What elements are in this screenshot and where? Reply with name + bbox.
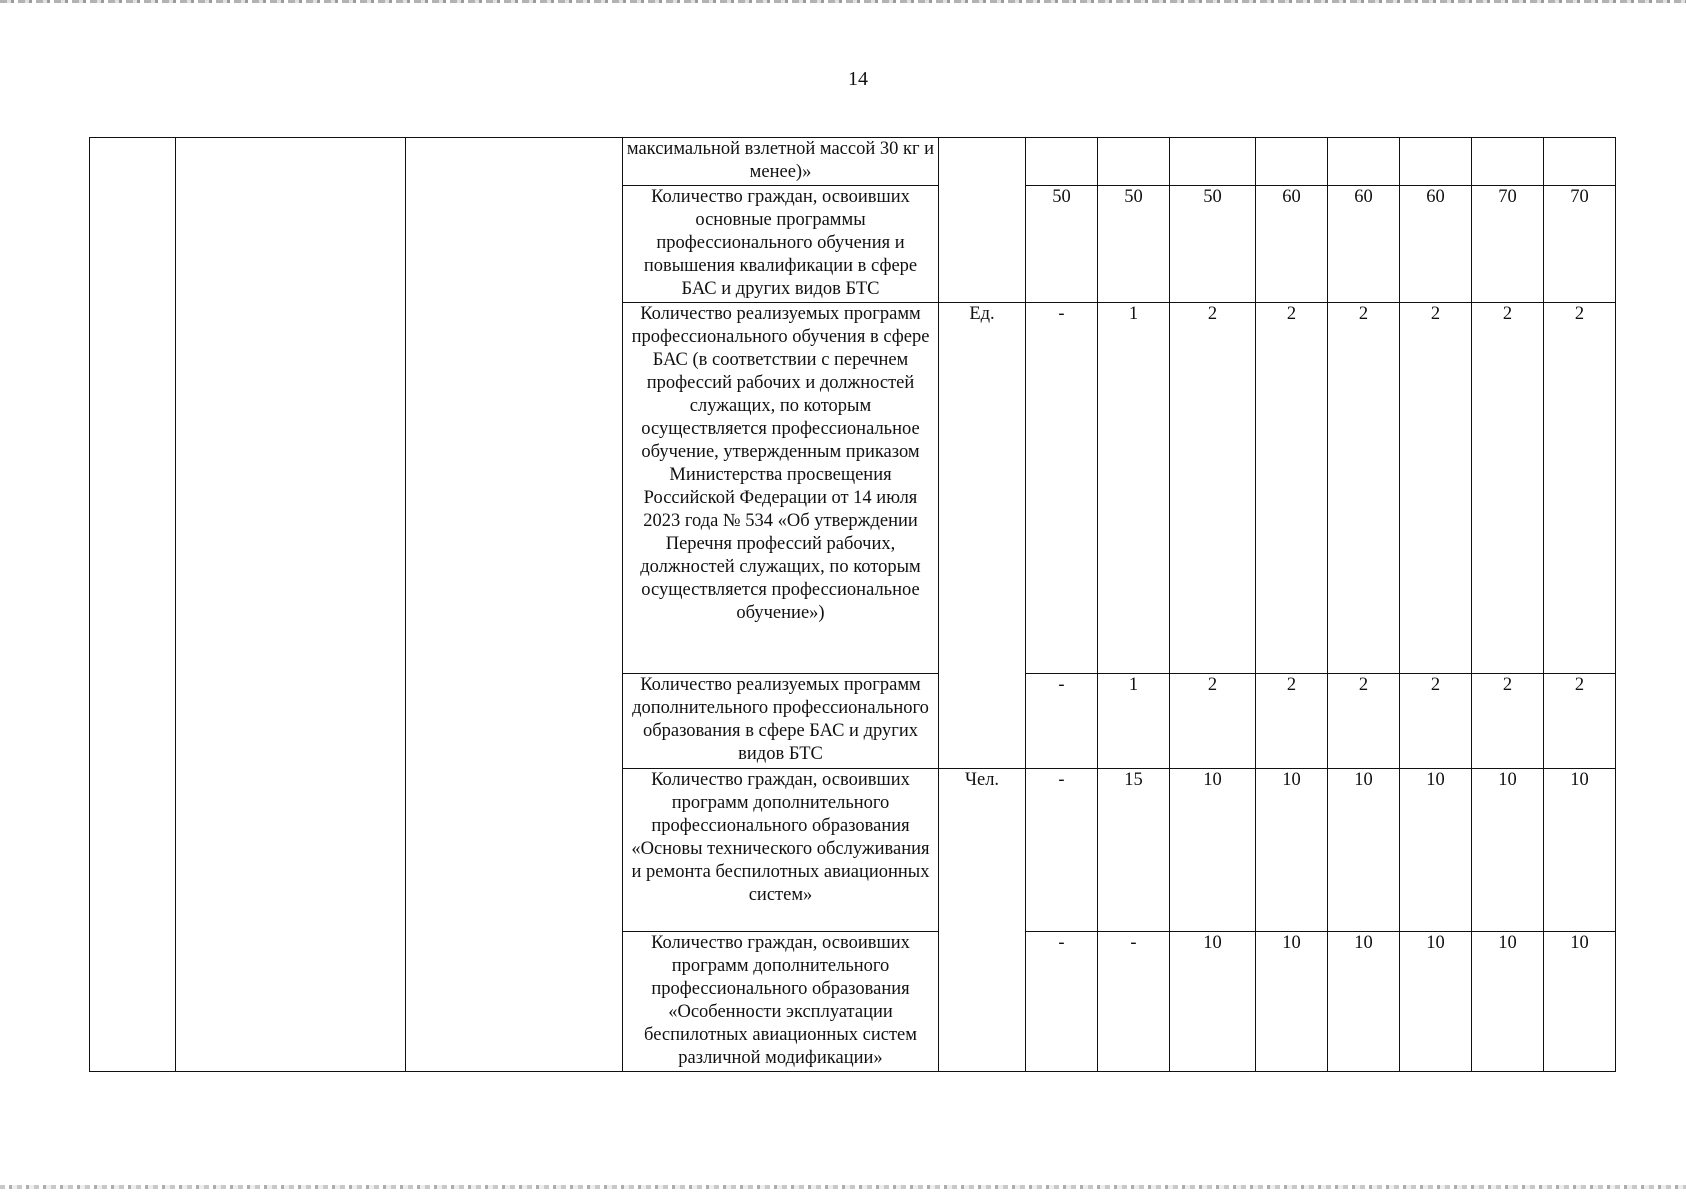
value-cell: -	[1098, 932, 1170, 1072]
value-cell: 10	[1256, 932, 1328, 1072]
value-cell: 2	[1544, 303, 1616, 674]
indicator-table	[89, 137, 1616, 1072]
indicator-cell: Количество граждан, освоивших программ дополнительного профессионального образования «Особенности эксплуатации беспилотных авиационных систем различной модификации»	[623, 932, 939, 1072]
value-cell: -	[1026, 932, 1098, 1072]
value-cell: 10	[1472, 932, 1544, 1072]
value-cell: 10	[1328, 932, 1400, 1072]
scan-edge-bottom	[0, 1185, 1686, 1189]
value-cell: 15	[1098, 769, 1170, 932]
value-cell: 2	[1170, 674, 1256, 769]
value-cell: 2	[1256, 674, 1328, 769]
indicator-cell: Количество граждан, освоивших основные программы профессионального обучения и повышения квалификации в сфере БАС и других видов БТС	[623, 186, 939, 303]
value-cell: 2	[1328, 303, 1400, 674]
value-cell: 2	[1256, 303, 1328, 674]
indicator-cell: Количество реализуемых программ профессионального обучения в сфере БАС (в соответствии с перечнем профессий рабочих и должностей служащих, по которым осуществляется профессиональное обучение, утвержденным приказом Министерства просвещения Российской Федерации от 14 июля 2023 года № 534 «Об утверждении Перечня профессий рабочих, должностей служащих, по которым осуществляется профессиональное обучение»)	[623, 303, 939, 674]
value-cell: 1	[1098, 674, 1170, 769]
value-cell: 2	[1400, 303, 1472, 674]
scan-edge-top	[0, 0, 1686, 3]
indicator-cell: Количество реализуемых программ дополнительного профессионального образования в сфере БАС и других видов БТС	[623, 674, 939, 769]
blank-cell-col2	[176, 138, 406, 1072]
value-cell: 50	[1026, 186, 1098, 303]
value-cell: -	[1026, 303, 1098, 674]
indicator-cell: Количество граждан, освоивших программ дополнительного профессионального образования «Основы технического обслуживания и ремонта беспилотных авиационных систем»	[623, 769, 939, 932]
value-cell: 2	[1472, 674, 1544, 769]
value-cell: 2	[1472, 303, 1544, 674]
value-cell: 60	[1256, 186, 1328, 303]
value-cell: 50	[1098, 186, 1170, 303]
value-cell: 70	[1544, 186, 1616, 303]
value-cell	[1328, 138, 1400, 186]
value-cell: 10	[1544, 932, 1616, 1072]
page-number: 14	[848, 68, 868, 90]
value-cell: 2	[1328, 674, 1400, 769]
value-cell	[1544, 138, 1616, 186]
value-cell	[1098, 138, 1170, 186]
value-cell: -	[1026, 769, 1098, 932]
value-cell: 10	[1400, 932, 1472, 1072]
unit-cell-empty	[939, 138, 1026, 303]
value-cell: 10	[1544, 769, 1616, 932]
value-cell: 70	[1472, 186, 1544, 303]
value-cell	[1026, 138, 1098, 186]
value-cell	[1400, 138, 1472, 186]
value-cell	[1170, 138, 1256, 186]
table-row	[90, 138, 1616, 186]
value-cell: 10	[1472, 769, 1544, 932]
value-cell: 10	[1256, 769, 1328, 932]
value-cell: 2	[1400, 674, 1472, 769]
value-cell: 10	[1170, 769, 1256, 932]
value-cell: 50	[1170, 186, 1256, 303]
value-cell	[1472, 138, 1544, 186]
value-cell: 2	[1544, 674, 1616, 769]
blank-cell-col3	[406, 138, 623, 1072]
value-cell: -	[1026, 674, 1098, 769]
indicator-cell: максимальной взлетной массой 30 кг и менее)»	[623, 138, 939, 186]
value-cell	[1256, 138, 1328, 186]
value-cell: 1	[1098, 303, 1170, 674]
value-cell: 2	[1170, 303, 1256, 674]
unit-cell: Чел.	[939, 769, 1026, 1072]
value-cell: 10	[1400, 769, 1472, 932]
value-cell: 10	[1328, 769, 1400, 932]
blank-cell-col1	[90, 138, 176, 1072]
value-cell: 60	[1328, 186, 1400, 303]
value-cell: 60	[1400, 186, 1472, 303]
value-cell: 10	[1170, 932, 1256, 1072]
unit-cell: Ед.	[939, 303, 1026, 769]
